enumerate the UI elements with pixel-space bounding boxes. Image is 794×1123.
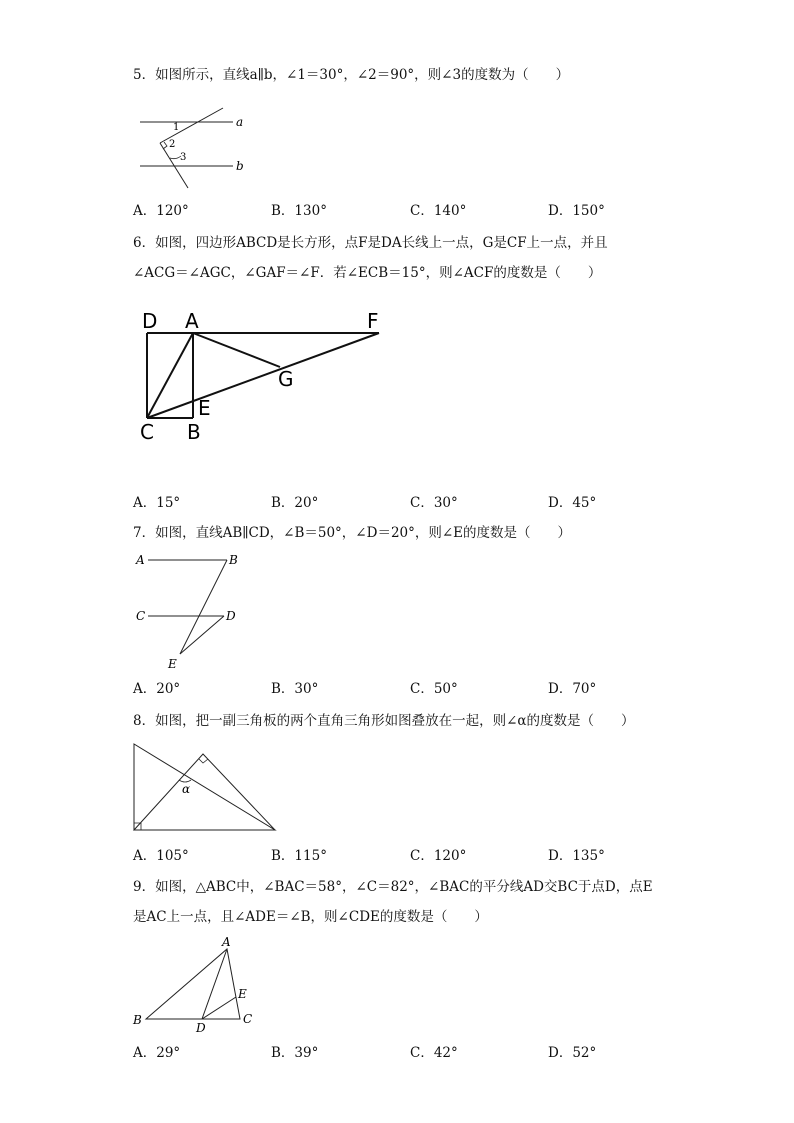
q9-option-a[interactable]: A．29° xyxy=(133,1045,181,1061)
q8-stem: 8．如图，把一副三角板的两个直角三角形如图叠放在一起，则∠α的度数是（ ） xyxy=(133,713,635,729)
q8-figure xyxy=(130,742,280,837)
q6-label-c: C xyxy=(140,420,154,444)
q9-option-d[interactable]: D．52° xyxy=(548,1045,597,1061)
q6-stem-line2: ∠ACG＝∠AGC，∠GAF＝∠F．若∠ECB＝15°，则∠ACF的度数是（ ） xyxy=(133,265,602,281)
q9-option-c[interactable]: C．42° xyxy=(410,1045,458,1061)
q7-option-a[interactable]: A．20° xyxy=(133,681,181,697)
q9-label-c: C xyxy=(243,1012,253,1026)
q9-stem-line2: 是AC上一点，且∠ADE＝∠B，则∠CDE的度数是（ ） xyxy=(133,909,488,925)
q5-option-a[interactable]: A．120° xyxy=(133,203,189,219)
q6-option-a[interactable]: A．15° xyxy=(133,495,181,511)
q5-figure xyxy=(130,100,260,195)
q8-option-a[interactable]: A．105° xyxy=(133,848,189,864)
q7-stem: 7．如图，直线AB∥CD，∠B＝50°，∠D＝20°，则∠E的度数是（ ） xyxy=(133,525,572,541)
q5-label-b: b xyxy=(236,159,244,173)
q5-stem: 5．如图所示，直线a∥b，∠1＝30°，∠2＝90°，则∠3的度数为（ ） xyxy=(133,67,570,83)
q7-label-e: E xyxy=(168,657,177,671)
q9-label-e: E xyxy=(238,987,247,1001)
q5-option-c[interactable]: C．140° xyxy=(410,203,467,219)
q9-label-a: A xyxy=(222,935,231,949)
q5-label-1: 1 xyxy=(173,122,180,133)
q9-label-d: D xyxy=(196,1021,206,1035)
q7-label-d: D xyxy=(226,609,236,623)
q7-option-c[interactable]: C．50° xyxy=(410,681,458,697)
q7-label-c: C xyxy=(136,609,146,623)
q9-figure xyxy=(130,934,270,1034)
q8-option-c[interactable]: C．120° xyxy=(410,848,467,864)
q9-option-b[interactable]: B．39° xyxy=(271,1045,319,1061)
q6-label-b: B xyxy=(187,420,201,444)
q5-label-a: a xyxy=(236,115,244,129)
q7-figure xyxy=(130,548,260,673)
q6-label-g: G xyxy=(278,367,294,391)
q6-label-d: D xyxy=(142,309,158,333)
q6-label-f: F xyxy=(367,309,379,333)
q6-label-a: A xyxy=(185,309,199,333)
q5-label-2: 2 xyxy=(169,139,176,150)
q6-option-d[interactable]: D．45° xyxy=(548,495,597,511)
q6-stem-line1: 6．如图，四边形ABCD是长方形，点F是DA长线上一点，G是CF上一点，并且 xyxy=(133,235,608,251)
q5-label-3: 3 xyxy=(180,152,187,163)
q9-label-b: B xyxy=(133,1013,142,1027)
q8-option-b[interactable]: B．115° xyxy=(271,848,327,864)
q5-option-b[interactable]: B．130° xyxy=(271,203,327,219)
q7-option-d[interactable]: D．70° xyxy=(548,681,597,697)
q6-option-b[interactable]: B．20° xyxy=(271,495,319,511)
q6-label-e: E xyxy=(198,396,211,420)
q7-label-b: B xyxy=(229,553,238,567)
q8-option-d[interactable]: D．135° xyxy=(548,848,605,864)
q9-stem-line1: 9．如图，△ABC中，∠BAC＝58°，∠C＝82°，∠BAC的平分线AD交BC于点D，点E xyxy=(133,879,653,895)
q6-option-c[interactable]: C．30° xyxy=(410,495,458,511)
q7-option-b[interactable]: B．30° xyxy=(271,681,319,697)
q7-label-a: A xyxy=(136,553,145,567)
q8-label-alpha: α xyxy=(182,782,191,796)
q6-figure xyxy=(130,305,400,450)
q5-option-d[interactable]: D．150° xyxy=(548,203,605,219)
